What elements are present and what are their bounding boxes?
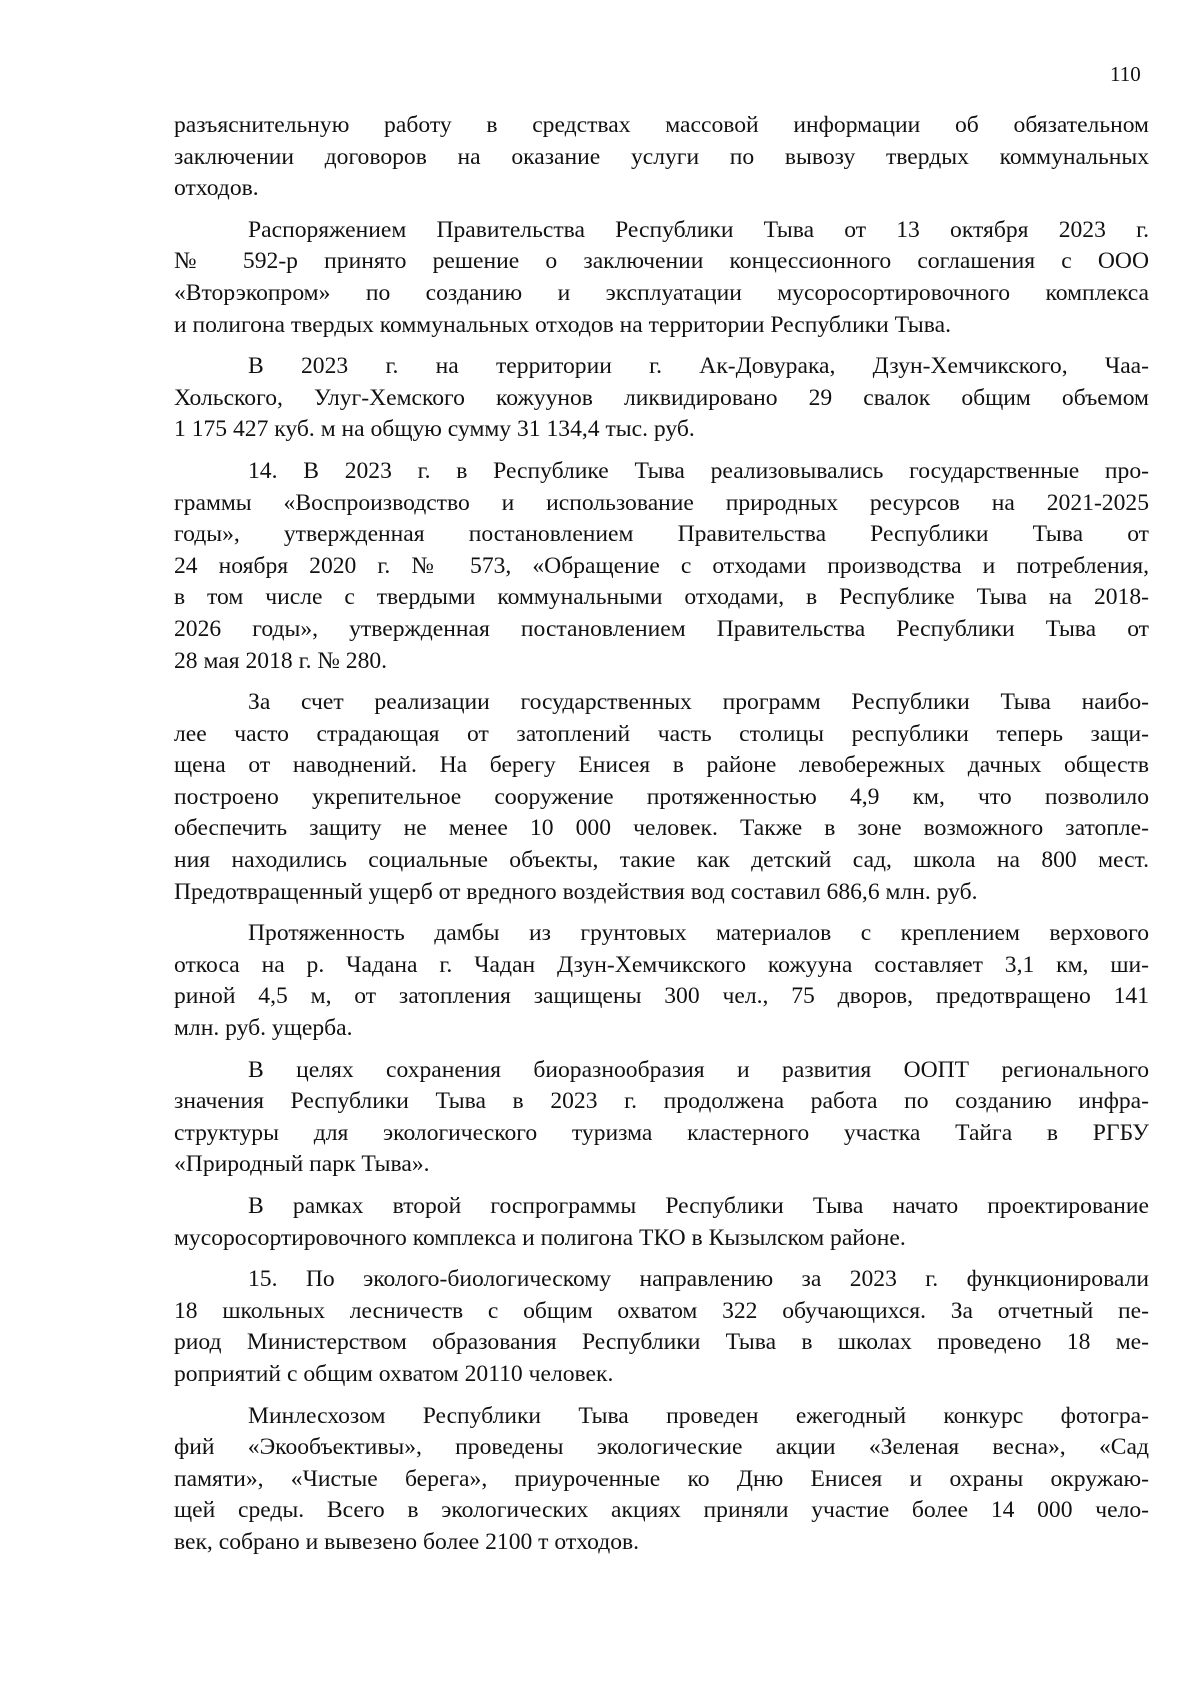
text-line: Распоряжением Правительства Республики Тыва от 13 октября 2023 г. — [248, 216, 1149, 243]
text-line: заключении договоров на оказание услуги по вывозу твердых коммунальных — [174, 143, 1149, 170]
text-line: «Вторэкопром» по созданию и эксплуатации мусоросортировочного комплекса — [174, 279, 1149, 306]
text-line: «Природный парк Тыва». — [174, 1151, 430, 1178]
text-line: фий «Экообъективы», проведены экологические акции «Зеленая весна», «Сад — [174, 1434, 1149, 1461]
text-line: 18 школьных лесничеств с общим охватом 322 обучающихся. За отчетный пе- — [174, 1297, 1149, 1324]
text-line: век, собрано и вывезено более 2100 т отходов. — [174, 1528, 640, 1555]
paragraph-eco-actions — [174, 1401, 1149, 1559]
text-line: граммы «Воспроизводство и использование природных ресурсов на 2021-2025 — [174, 489, 1149, 516]
text-line: роприятий с общим охватом 20110 человек. — [174, 1360, 614, 1387]
text-line: структуры для экологического туризма кластерного участка Тайга в РГБУ — [174, 1119, 1149, 1146]
text-line: мусоросортировочного комплекса и полигона ТКО в Кызылском районе. — [174, 1224, 906, 1251]
text-line: 2026 годы», утвержденная постановлением Правительства Республики Тыва от — [174, 615, 1149, 642]
text-line: Предотвращенный ущерб от вредного воздействия вод составил 686,6 млн. руб. — [174, 878, 978, 905]
text-line: лее часто страдающая от затоплений часть столицы республики теперь защи- — [174, 720, 1149, 747]
text-line: построено укрепительное сооружение протяженностью 4,9 км, что позволило — [174, 783, 1149, 810]
paragraph-concession — [174, 215, 1149, 341]
text-line: разъяснительную работу в средствах массовой информации об обязательном — [174, 112, 1149, 138]
text-line: 24 ноября 2020 г. № 573, «Обращение с отходами производства и потребления, — [174, 552, 1149, 579]
paragraph-outreach — [174, 110, 1149, 205]
text-line: В целях сохранения биоразнообразия и развития ООПТ регионального — [248, 1056, 1149, 1083]
paragraph-biodiversity — [174, 1055, 1149, 1181]
text-line: значения Республики Тыва в 2023 г. продолжена работа по созданию инфра- — [174, 1088, 1149, 1115]
text-line: млн. руб. ущерба. — [174, 1015, 353, 1042]
text-line: риод Министерством образования Республики Тыва в школах проведено 18 ме- — [174, 1329, 1149, 1356]
text-line: годы», утвержденная постановлением Правительства Республики Тыва от — [174, 521, 1149, 548]
text-line: щена от наводнений. На берегу Енисея в районе левобережных дачных обществ — [174, 752, 1149, 779]
text-line: Минлесхозом Республики Тыва проведен ежегодный конкурс фотогра- — [248, 1402, 1149, 1429]
text-line: Протяженность дамбы из грунтовых материалов с креплением верхового — [248, 920, 1149, 947]
text-line: 28 мая 2018 г. № 280. — [174, 647, 388, 674]
paragraph-dumps — [174, 351, 1149, 446]
paragraph-programs — [174, 456, 1149, 677]
paragraph-school-forestry — [174, 1264, 1149, 1390]
text-line: За счет реализации государственных программ Республики Тыва наибо- — [248, 689, 1149, 716]
text-line: откоса на р. Чадана г. Чадан Дзун-Хемчикского кожууна составляет 3,1 км, ши- — [174, 951, 1149, 978]
paragraph-flood-protection — [174, 687, 1149, 908]
text-line: обеспечить защиту не менее 10 000 человек. Также в зоне возможного затопле- — [174, 815, 1149, 842]
paragraph-second-program — [174, 1191, 1149, 1254]
text-line: № 592-р принято решение о заключении концессионного соглашения с ООО — [174, 248, 1149, 275]
text-line: риной 4,5 м, от затопления защищены 300 чел., 75 дворов, предотвращено 141 — [174, 983, 1149, 1010]
text-line: 15. По эколого-биологическому направлению за 2023 г. функционировали — [248, 1266, 1149, 1293]
text-line: 1 175 427 куб. м на общую сумму 31 134,4 тыс. руб. — [174, 416, 695, 443]
document-body — [174, 110, 1149, 1559]
text-line: и полигона твердых коммунальных отходов на территории Республики Тыва. — [174, 311, 951, 338]
paragraph-dam — [174, 918, 1149, 1044]
text-line: В 2023 г. на территории г. Ак-Довурака, Дзун-Хемчикского, Чаа- — [248, 353, 1149, 380]
page-number: 110 — [1110, 62, 1141, 86]
text-line: памяти», «Чистые берега», приуроченные ко Дню Енисея и охраны окружаю- — [174, 1465, 1149, 1492]
text-line: Хольского, Улуг-Хемского кожуунов ликвидировано 29 свалок общим объемом — [174, 384, 1149, 411]
text-line: в том числе с твердыми коммунальными отходами, в Республике Тыва на 2018- — [174, 584, 1149, 611]
text-line: отходов. — [174, 175, 259, 202]
text-line: В рамках второй госпрограммы Республики Тыва начато проектирование — [248, 1193, 1149, 1219]
text-line: ния находились социальные объекты, такие как детский сад, школа на 800 мест. — [174, 847, 1149, 874]
text-line: щей среды. Всего в экологических акциях приняли участие более 14 000 чело- — [174, 1497, 1149, 1524]
text-line: 14. В 2023 г. в Республике Тыва реализовывались государственные про- — [248, 457, 1149, 484]
